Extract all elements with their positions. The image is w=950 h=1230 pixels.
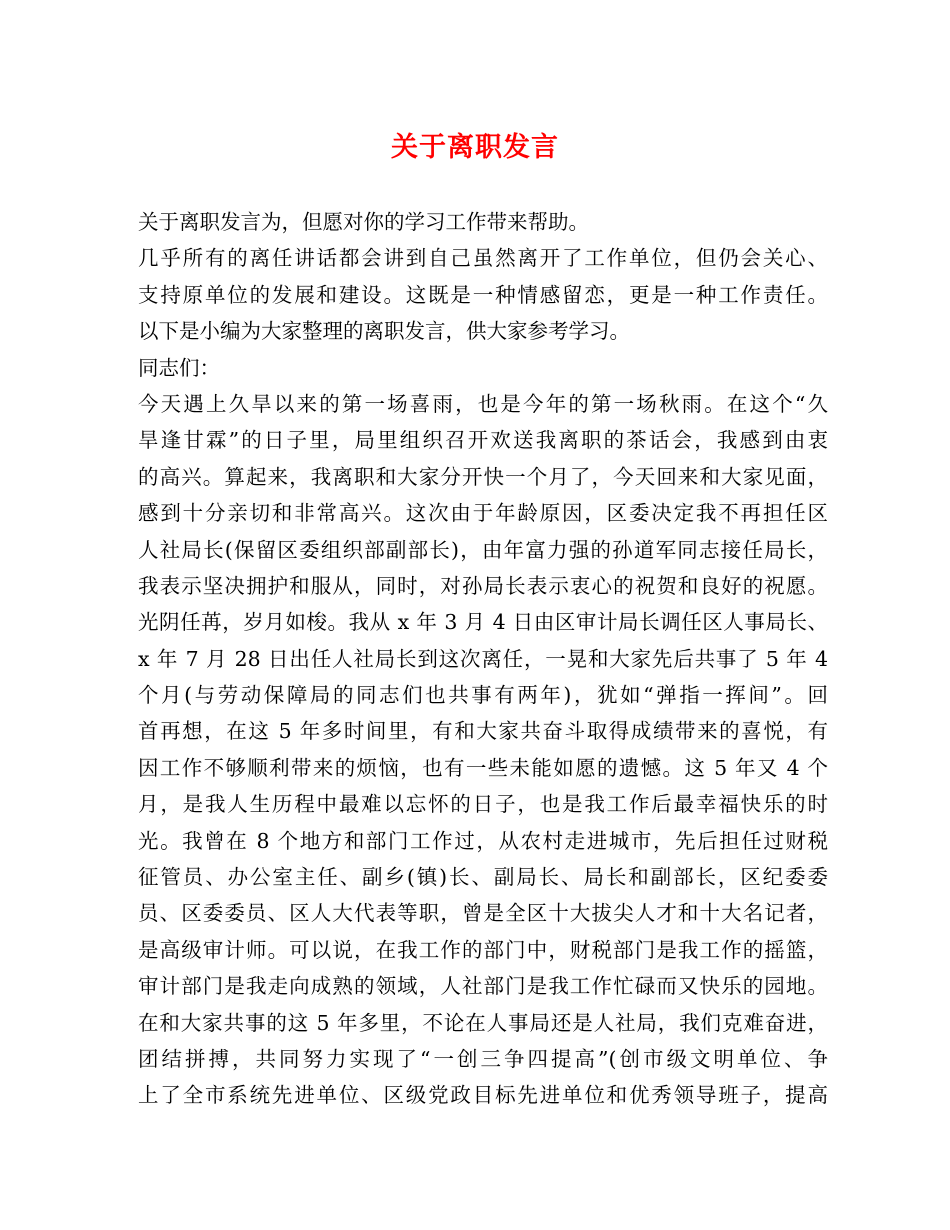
body-line: x 年 7 月 28 日出任人社局长到这次离任，一晃和大家先后共事了 5 年 4 (138, 646, 828, 671)
body-line: 个月(与劳动保障局的同志们也共事有两年)，犹如“弹指一挥间”。回 (138, 683, 828, 708)
body-line: 的高兴。算起来，我离职和大家分开快一个月了，今天回来和大家见面， (138, 464, 828, 489)
document-title: 关于离职发言 (391, 132, 559, 163)
body-line: 首再想，在这 5 年多时间里，有和大家共奋斗取得成绩带来的喜悦，有 (138, 719, 828, 744)
body-line: 是高级审计师。可以说，在我工作的部门中，财税部门是我工作的摇篮， (138, 937, 828, 962)
body-line: 员、区委委员、区人大代表等职，曾是全区十大拔尖人才和十大名记者， (138, 901, 828, 926)
body-line: 征管员、办公室主任、副乡(镇)长、副局长、局长和副部长，区纪委委 (138, 865, 828, 890)
body-line: 感到十分亲切和非常高兴。这次由于年龄原因，区委决定我不再担任区 (138, 501, 828, 526)
body-line: 同志们： (138, 355, 220, 380)
body-line: 支持原单位的发展和建设。这既是一种情感留恋，更是一种工作责任。 (138, 282, 828, 307)
body-line: 光阴任苒，岁月如梭。我从 x 年 3 月 4 日由区审计局长调任区人事局长、 (138, 610, 828, 635)
body-line: 人社局长(保留区委组织部副部长)，由年富力强的孙道军同志接任局长， (138, 537, 828, 562)
body-line: 今天遇上久旱以来的第一场喜雨，也是今年的第一场秋雨。在这个“久 (138, 391, 828, 416)
body-line: 光。我曾在 8 个地方和部门工作过，从农村走进城市，先后担任过财税 (138, 828, 828, 853)
body-line: 因工作不够顺利带来的烦恼，也有一些未能如愿的遗憾。这 5 年又 4 个 (138, 755, 828, 780)
body-line: 上了全市系统先进单位、区级党政目标先进单位和优秀领导班子，提高 (138, 1083, 828, 1108)
body-line: 我表示坚决拥护和服从，同时，对孙局长表示衷心的祝贺和良好的祝愿。 (138, 573, 828, 598)
body-line: 团结拼搏，共同努力实现了“一创三争四提高”(创市级文明单位、争 (138, 1046, 828, 1071)
body-line: 月，是我人生历程中最难以忘怀的日子，也是我工作后最幸福快乐的时 (138, 792, 828, 817)
document-body (138, 204, 828, 1114)
body-line: 在和大家共事的这 5 年多里，不论在人事局还是人社局，我们克难奋进， (138, 1010, 828, 1035)
body-line: 以下是小编为大家整理的离职发言，供大家参考学习。 (138, 319, 630, 344)
body-line: 几乎所有的离任讲话都会讲到自己虽然离开了工作单位，但仍会关心、 (138, 246, 828, 271)
body-line: 关于离职发言为，但愿对你的学习工作带来帮助。 (138, 210, 589, 234)
body-line: 审计部门是我走向成熟的领域，人社部门是我工作忙碌而又快乐的园地。 (138, 974, 828, 999)
body-line: 旱逢甘霖”的日子里，局里组织召开欢送我离职的茶话会，我感到由衷 (138, 428, 828, 453)
